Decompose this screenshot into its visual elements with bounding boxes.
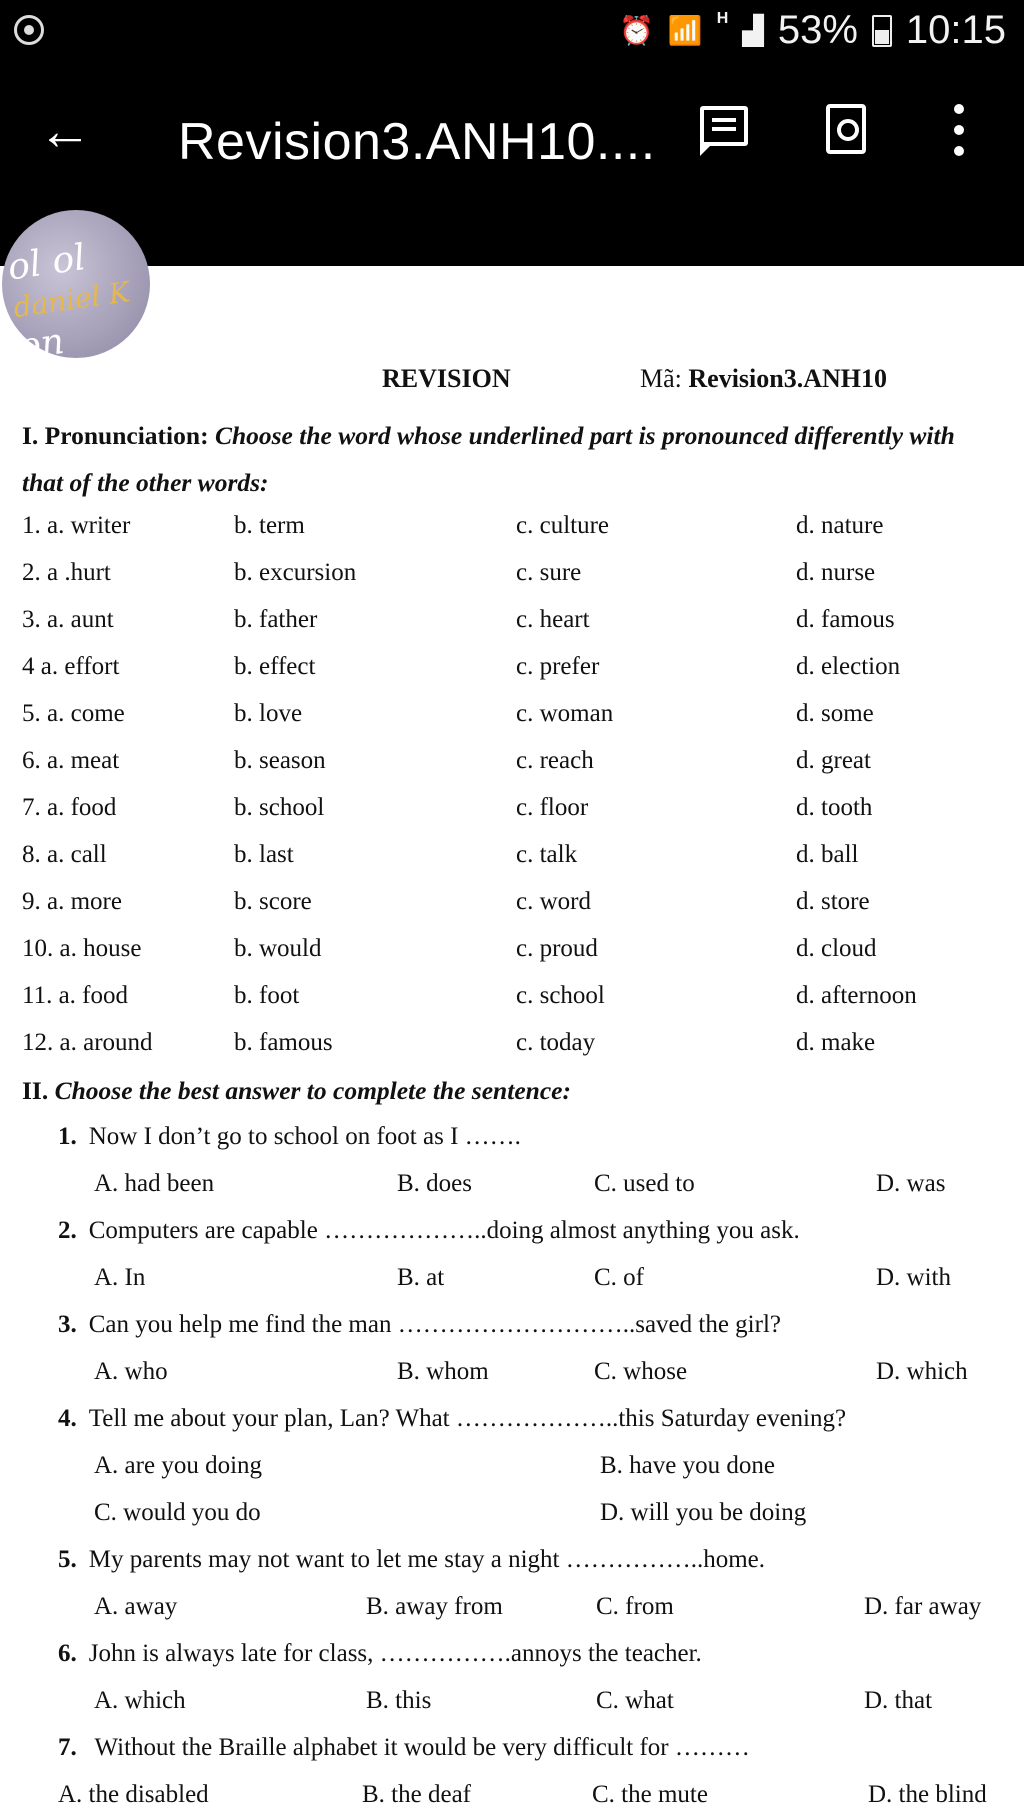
- word-option: d. store: [796, 888, 870, 915]
- pronunciation-row: [22, 559, 1022, 606]
- word-option: 10. a. house: [22, 935, 142, 962]
- find-in-document-icon[interactable]: [826, 104, 866, 154]
- word-option: b. excursion: [234, 559, 357, 586]
- word-option: c. prefer: [516, 653, 600, 680]
- word-option: b. season: [234, 747, 326, 774]
- word-option: d. ball: [796, 841, 859, 868]
- status-icons: [619, 8, 1006, 53]
- pronunciation-row: [22, 653, 1022, 700]
- answer-option: D. the blind: [868, 1781, 987, 1808]
- word-option: 5. a. come: [22, 700, 125, 727]
- word-option: d. great: [796, 747, 871, 774]
- word-option: 7. a. food: [22, 794, 117, 821]
- answer-option: A. In: [94, 1264, 146, 1291]
- battery-icon: [872, 15, 892, 47]
- notification-app-icon: [14, 15, 44, 45]
- profile-avatar[interactable]: [2, 210, 150, 408]
- word-option: d. election: [796, 653, 901, 680]
- status-bar: [0, 0, 1024, 62]
- word-option: c. today: [516, 1029, 596, 1056]
- battery-percent: 53%: [777, 8, 858, 52]
- pronunciation-row: [22, 794, 1022, 841]
- word-option: b. school: [234, 794, 325, 821]
- word-option: b. term: [234, 512, 305, 539]
- answer-option: D. will you be doing: [600, 1499, 807, 1526]
- doc-code: Mã: Revision3.ANH10: [640, 364, 888, 393]
- word-option: c. school: [516, 982, 605, 1009]
- word-option: 8. a. call: [22, 841, 107, 868]
- question-text: 6. John is always late for class, …………….annoys the teacher.: [58, 1640, 702, 1667]
- word-option: b. last: [234, 841, 294, 868]
- word-option: b. score: [234, 888, 312, 915]
- word-option: d. nature: [796, 512, 884, 539]
- question-text: 7. Without the Braille alphabet it would be very difficult for ………: [58, 1734, 750, 1761]
- pronunciation-row: [22, 1029, 1022, 1076]
- word-option: c. reach: [516, 747, 594, 774]
- word-option: b. famous: [234, 1029, 333, 1056]
- wifi-icon: 📶: [667, 15, 703, 46]
- answer-option: A. are you doing: [94, 1452, 263, 1479]
- word-option: b. foot: [234, 982, 300, 1009]
- word-option: d. nurse: [796, 559, 876, 586]
- signal-icon: ▟: [742, 15, 764, 46]
- word-option: d. famous: [796, 606, 895, 633]
- answer-option: D. with: [876, 1264, 951, 1291]
- question-text: 4. Tell me about your plan, Lan? What ………………..this Saturday evening?: [58, 1405, 847, 1432]
- answer-option: B. whom: [397, 1358, 489, 1385]
- clock: 10:15: [905, 8, 1006, 52]
- word-option: 2. a .hurt: [22, 559, 111, 586]
- answer-option: A. who: [94, 1358, 168, 1385]
- word-option: c. talk: [516, 841, 578, 868]
- word-option: b. would: [234, 935, 322, 962]
- word-option: d. cloud: [796, 935, 877, 962]
- document-title: Revision3.ANH10....: [178, 113, 656, 171]
- answer-option: C. from: [596, 1593, 674, 1620]
- question-text: 5. My parents may not want to let me stay a night ……………..home.: [58, 1546, 766, 1573]
- pronunciation-row: [22, 935, 1022, 982]
- word-option: d. make: [796, 1029, 876, 1056]
- word-option: b. effect: [234, 653, 316, 680]
- word-option: 12. a. around: [22, 1029, 153, 1056]
- word-option: 4 a. effort: [22, 653, 120, 680]
- word-option: 1. a. writer: [22, 512, 131, 539]
- answer-option: C. whose: [594, 1358, 688, 1385]
- pronunciation-row: [22, 512, 1022, 559]
- answer-option: D. which: [876, 1358, 968, 1385]
- word-option: d. tooth: [796, 794, 873, 821]
- answer-option: D. that: [864, 1687, 933, 1714]
- answer-option: B. the deaf: [362, 1781, 471, 1808]
- answer-option: B. away from: [366, 1593, 503, 1620]
- word-option: 9. a. more: [22, 888, 122, 915]
- answer-option: B. this: [366, 1687, 432, 1714]
- pronunciation-row: [22, 700, 1022, 747]
- answer-option: D. far away: [864, 1593, 982, 1620]
- question-text: 1. Now I don’t go to school on foot as I …….: [58, 1123, 521, 1150]
- pronunciation-row: [22, 747, 1022, 794]
- word-option: c. sure: [516, 559, 582, 586]
- word-option: b. father: [234, 606, 318, 633]
- pronunciation-row: [22, 841, 1022, 888]
- answer-option: C. would you do: [94, 1499, 261, 1526]
- question-text: 3. Can you help me find the man ………………………..saved the girl?: [58, 1311, 781, 1338]
- word-option: c. culture: [516, 512, 610, 539]
- avatar-signature: ol ol daniel K on me: [5, 237, 132, 408]
- word-option: 3. a. aunt: [22, 606, 114, 633]
- question-text: 2. Computers are capable ………………..doing almost anything you ask.: [58, 1217, 800, 1244]
- word-option: 6. a. meat: [22, 747, 120, 774]
- word-option: c. proud: [516, 935, 598, 962]
- answer-option: C. used to: [594, 1170, 695, 1197]
- pronunciation-row: [22, 982, 1022, 1029]
- word-option: d. some: [796, 700, 874, 727]
- answer-option: C. of: [594, 1264, 644, 1291]
- section-1-instruction: I. Pronunciation: Choose the word whose underlined part is pronounced differently with that of the other words:: [22, 421, 955, 497]
- more-options-icon[interactable]: [954, 104, 964, 156]
- answer-option: B. have you done: [600, 1452, 775, 1479]
- answer-option: C. the mute: [592, 1781, 708, 1808]
- answer-option: D. was: [876, 1170, 946, 1197]
- section-2-instruction: II. Choose the best answer to complete the sentence:: [22, 1076, 571, 1105]
- answer-option: A. the disabled: [58, 1781, 209, 1808]
- back-arrow-icon[interactable]: ←: [38, 101, 92, 161]
- word-option: c. floor: [516, 794, 589, 821]
- answer-option: A. which: [94, 1687, 186, 1714]
- doc-heading: REVISION: [382, 364, 511, 393]
- word-option: c. heart: [516, 606, 590, 633]
- pronunciation-row: [22, 888, 1022, 935]
- word-option: c. word: [516, 888, 591, 915]
- word-option: c. woman: [516, 700, 614, 727]
- pronunciation-row: [22, 606, 1022, 653]
- answer-option: C. what: [596, 1687, 674, 1714]
- word-option: 11. a. food: [22, 982, 128, 1009]
- alarm-icon: ⏰: [618, 15, 654, 46]
- word-option: d. afternoon: [796, 982, 917, 1009]
- answer-option: A. away: [94, 1593, 178, 1620]
- answer-option: A. had been: [94, 1170, 215, 1197]
- app-bar: [0, 62, 1024, 266]
- word-option: b. love: [234, 700, 303, 727]
- network-type: H: [716, 9, 729, 27]
- answer-option: B. at: [397, 1264, 445, 1291]
- comments-icon[interactable]: [700, 106, 748, 146]
- answer-option: B. does: [397, 1170, 472, 1197]
